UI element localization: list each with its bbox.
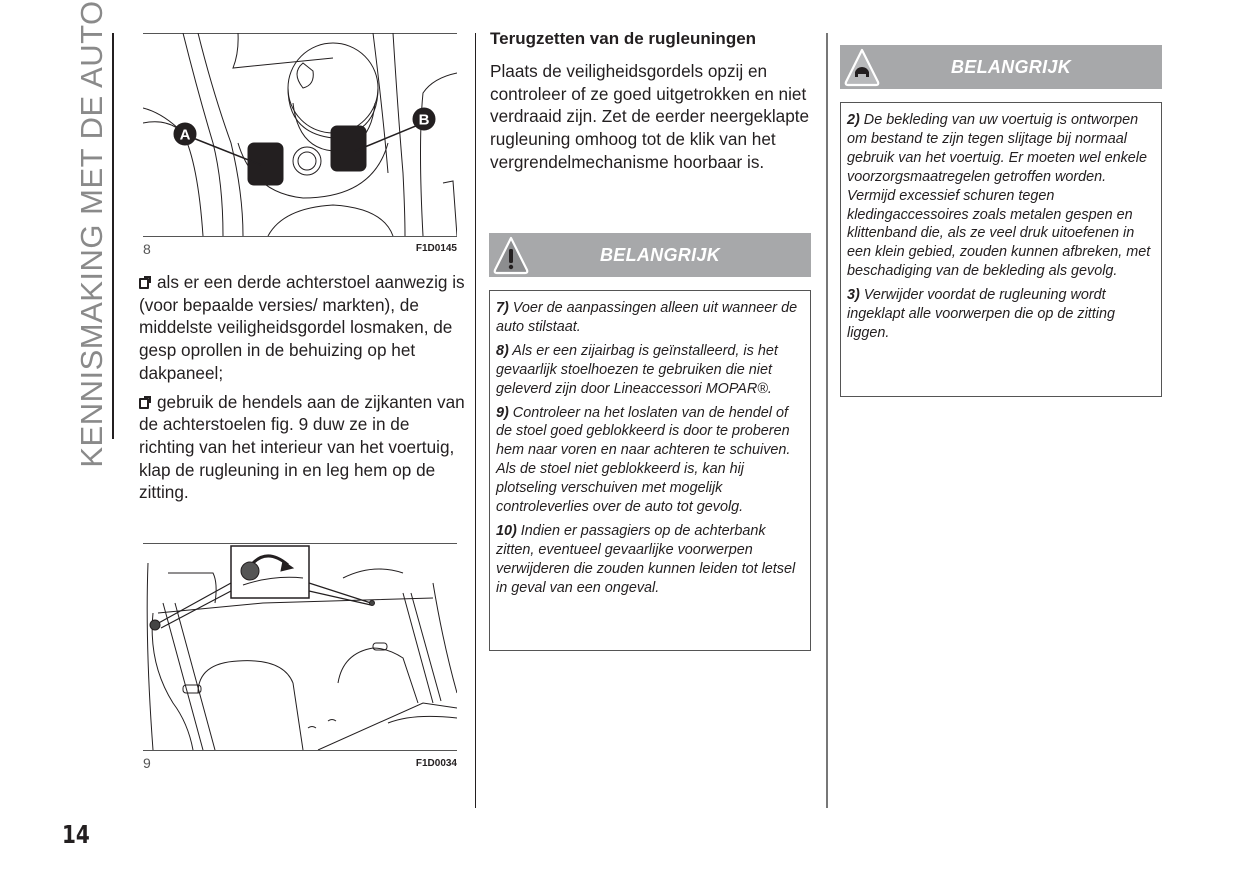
door-trim	[433, 583, 457, 693]
bullet-item	[139, 391, 469, 505]
note-text: Indien er passagiers op de achterbank zitten, eventueel gevaarlijke voorwerpen verwijderen die zouden kunnen leiden tot letsel in geval van een ongeval.	[496, 522, 796, 596]
bullet-item	[139, 271, 469, 385]
body-paragraph: Plaats de veiligheidsgordels opzij en controleer of ze goed uitgetrokken en niet verdraaid zijn. Zet de eerder neergeklapte rugleuning omhoog tot de klik van het vergrendelmechanisme hoorbaar is.	[490, 61, 810, 172]
callout-b-label: B	[418, 111, 430, 129]
note-text: Controleer na het loslaten van de hendel of de stoel goed geblokkeerd is door te proberen hem naar voren en naar achteren te schuiven. Als de stoel niet geblokkeerd is, kan hij plotseling verschuiven met mogelijk controleverlies over de auto tot gevolg.	[496, 404, 791, 516]
callout-a-label: A	[179, 126, 191, 144]
bullet-square-icon	[139, 398, 149, 409]
seat-outline	[147, 563, 153, 750]
figure-bottom-rule	[143, 236, 457, 237]
figure-bottom-rule	[143, 750, 457, 751]
inset-pointer-line	[161, 591, 231, 628]
note-number: 9)	[496, 404, 509, 421]
note-item	[496, 299, 804, 337]
seatbelt-left	[175, 603, 215, 750]
seat-cushion	[318, 703, 457, 750]
headrest-left	[168, 573, 216, 603]
note-item	[496, 404, 804, 517]
seat-anchor	[308, 727, 316, 729]
note-text: De bekleding van uw voertuig is ontworpen om bestand te zijn tegen slijtage bij normaal gebruik van het voertuig. Er moeten wel enkele voorzorgsmaatregelen getroffen worden. Vermijd excessief schuren tegen kledingaccessoires zoals metalen gespen en klittenband die, als ze veel druk uitoefenen in een klein gebied, zouden kunnen afbreken, met beschadiging van de bekleding als gevolg.	[847, 112, 1151, 280]
seat-anchor	[328, 720, 336, 722]
section-title-rule	[112, 33, 114, 439]
figure-8-illustration	[143, 33, 457, 236]
seatbelt-left	[163, 603, 203, 750]
gear-knob-detail	[297, 63, 313, 88]
headrest-right	[343, 569, 403, 578]
release-lever-left	[150, 620, 160, 630]
note-text: Voer de aanpassingen alleen uit wanneer de auto stilstaat.	[496, 300, 798, 335]
figure-code: F1D0034	[415, 758, 457, 769]
note-number: 7)	[496, 300, 509, 316]
section-title-text: KENNISMAKING MET DE AUTO	[74, 0, 109, 468]
warning-label: BELANGRIJK	[950, 56, 1071, 77]
center-button	[293, 147, 321, 175]
column-divider-left	[475, 33, 476, 808]
inset-pointer-line	[155, 583, 231, 625]
warning-notes-box	[489, 290, 811, 651]
seat-back-left	[198, 661, 303, 750]
note-item	[496, 522, 804, 598]
warning-banner	[489, 233, 811, 277]
console-line	[443, 181, 457, 236]
figure-9	[143, 543, 457, 775]
column-divider-right	[826, 33, 828, 808]
seatbelt-right	[411, 593, 441, 701]
figure-code: F1D0145	[415, 243, 457, 254]
console-line	[418, 73, 458, 236]
bullet-text: als er een derde achterstoel aanwezig is (voor bepaalde versies/ markten), de middelste veiligheidsgordel losmaken, de gesp oprollen in de behuizing op het dakpaneel;	[139, 272, 465, 383]
figure-9-illustration	[143, 543, 457, 750]
warning-label: BELANGRIJK	[599, 244, 720, 265]
warning-notes-box	[840, 102, 1162, 397]
left-column-text	[139, 271, 469, 510]
note-item	[496, 342, 804, 399]
page-number: 14	[62, 820, 90, 849]
bullet-square-icon	[139, 278, 149, 289]
console-panel	[268, 205, 393, 236]
note-number: 8)	[496, 342, 509, 359]
note-text: Verwijder voordat de rugleuning wordt ingeklapt alle voorwerpen die op de zitting liggen.	[847, 287, 1115, 341]
figure-number: 9	[143, 755, 151, 771]
seat-heater-switch-a	[248, 143, 283, 185]
note-number: 3)	[847, 287, 860, 304]
figure-number: 8	[143, 241, 151, 257]
seatbelt-right	[403, 593, 433, 703]
release-lever-knob	[241, 562, 259, 580]
seat-back-right	[338, 648, 418, 703]
section-heading: Terugzetten van de rugleuningen	[490, 29, 757, 48]
bullet-text: gebruik de hendels aan de zijkanten van de achterstoelen fig. 9 duw ze in de richting van het interieur van het voertuig, klap de rugleuning in en leg hem op de zitting.	[139, 391, 465, 503]
console-line	[198, 33, 243, 236]
gear-knob	[288, 43, 378, 133]
release-lever-right	[370, 601, 375, 606]
note-number: 10)	[496, 522, 517, 539]
console-line	[233, 33, 333, 68]
note-text: Als er een zijairbag is geïnstalleerd, is het gevaarlijk stoelhoezen te gebruiken die niet geleverd zijn door Lineaccessori MOPAR®.	[496, 342, 778, 397]
warning-banner	[840, 45, 1162, 89]
center-button-inner	[298, 152, 316, 170]
note-item	[847, 111, 1155, 281]
note-item	[847, 286, 1155, 343]
section-title	[72, 0, 112, 468]
seat-outline	[152, 613, 193, 750]
note-number: 2)	[847, 112, 860, 128]
figure-8	[143, 33, 457, 255]
seat-cushion-edge	[388, 716, 457, 723]
